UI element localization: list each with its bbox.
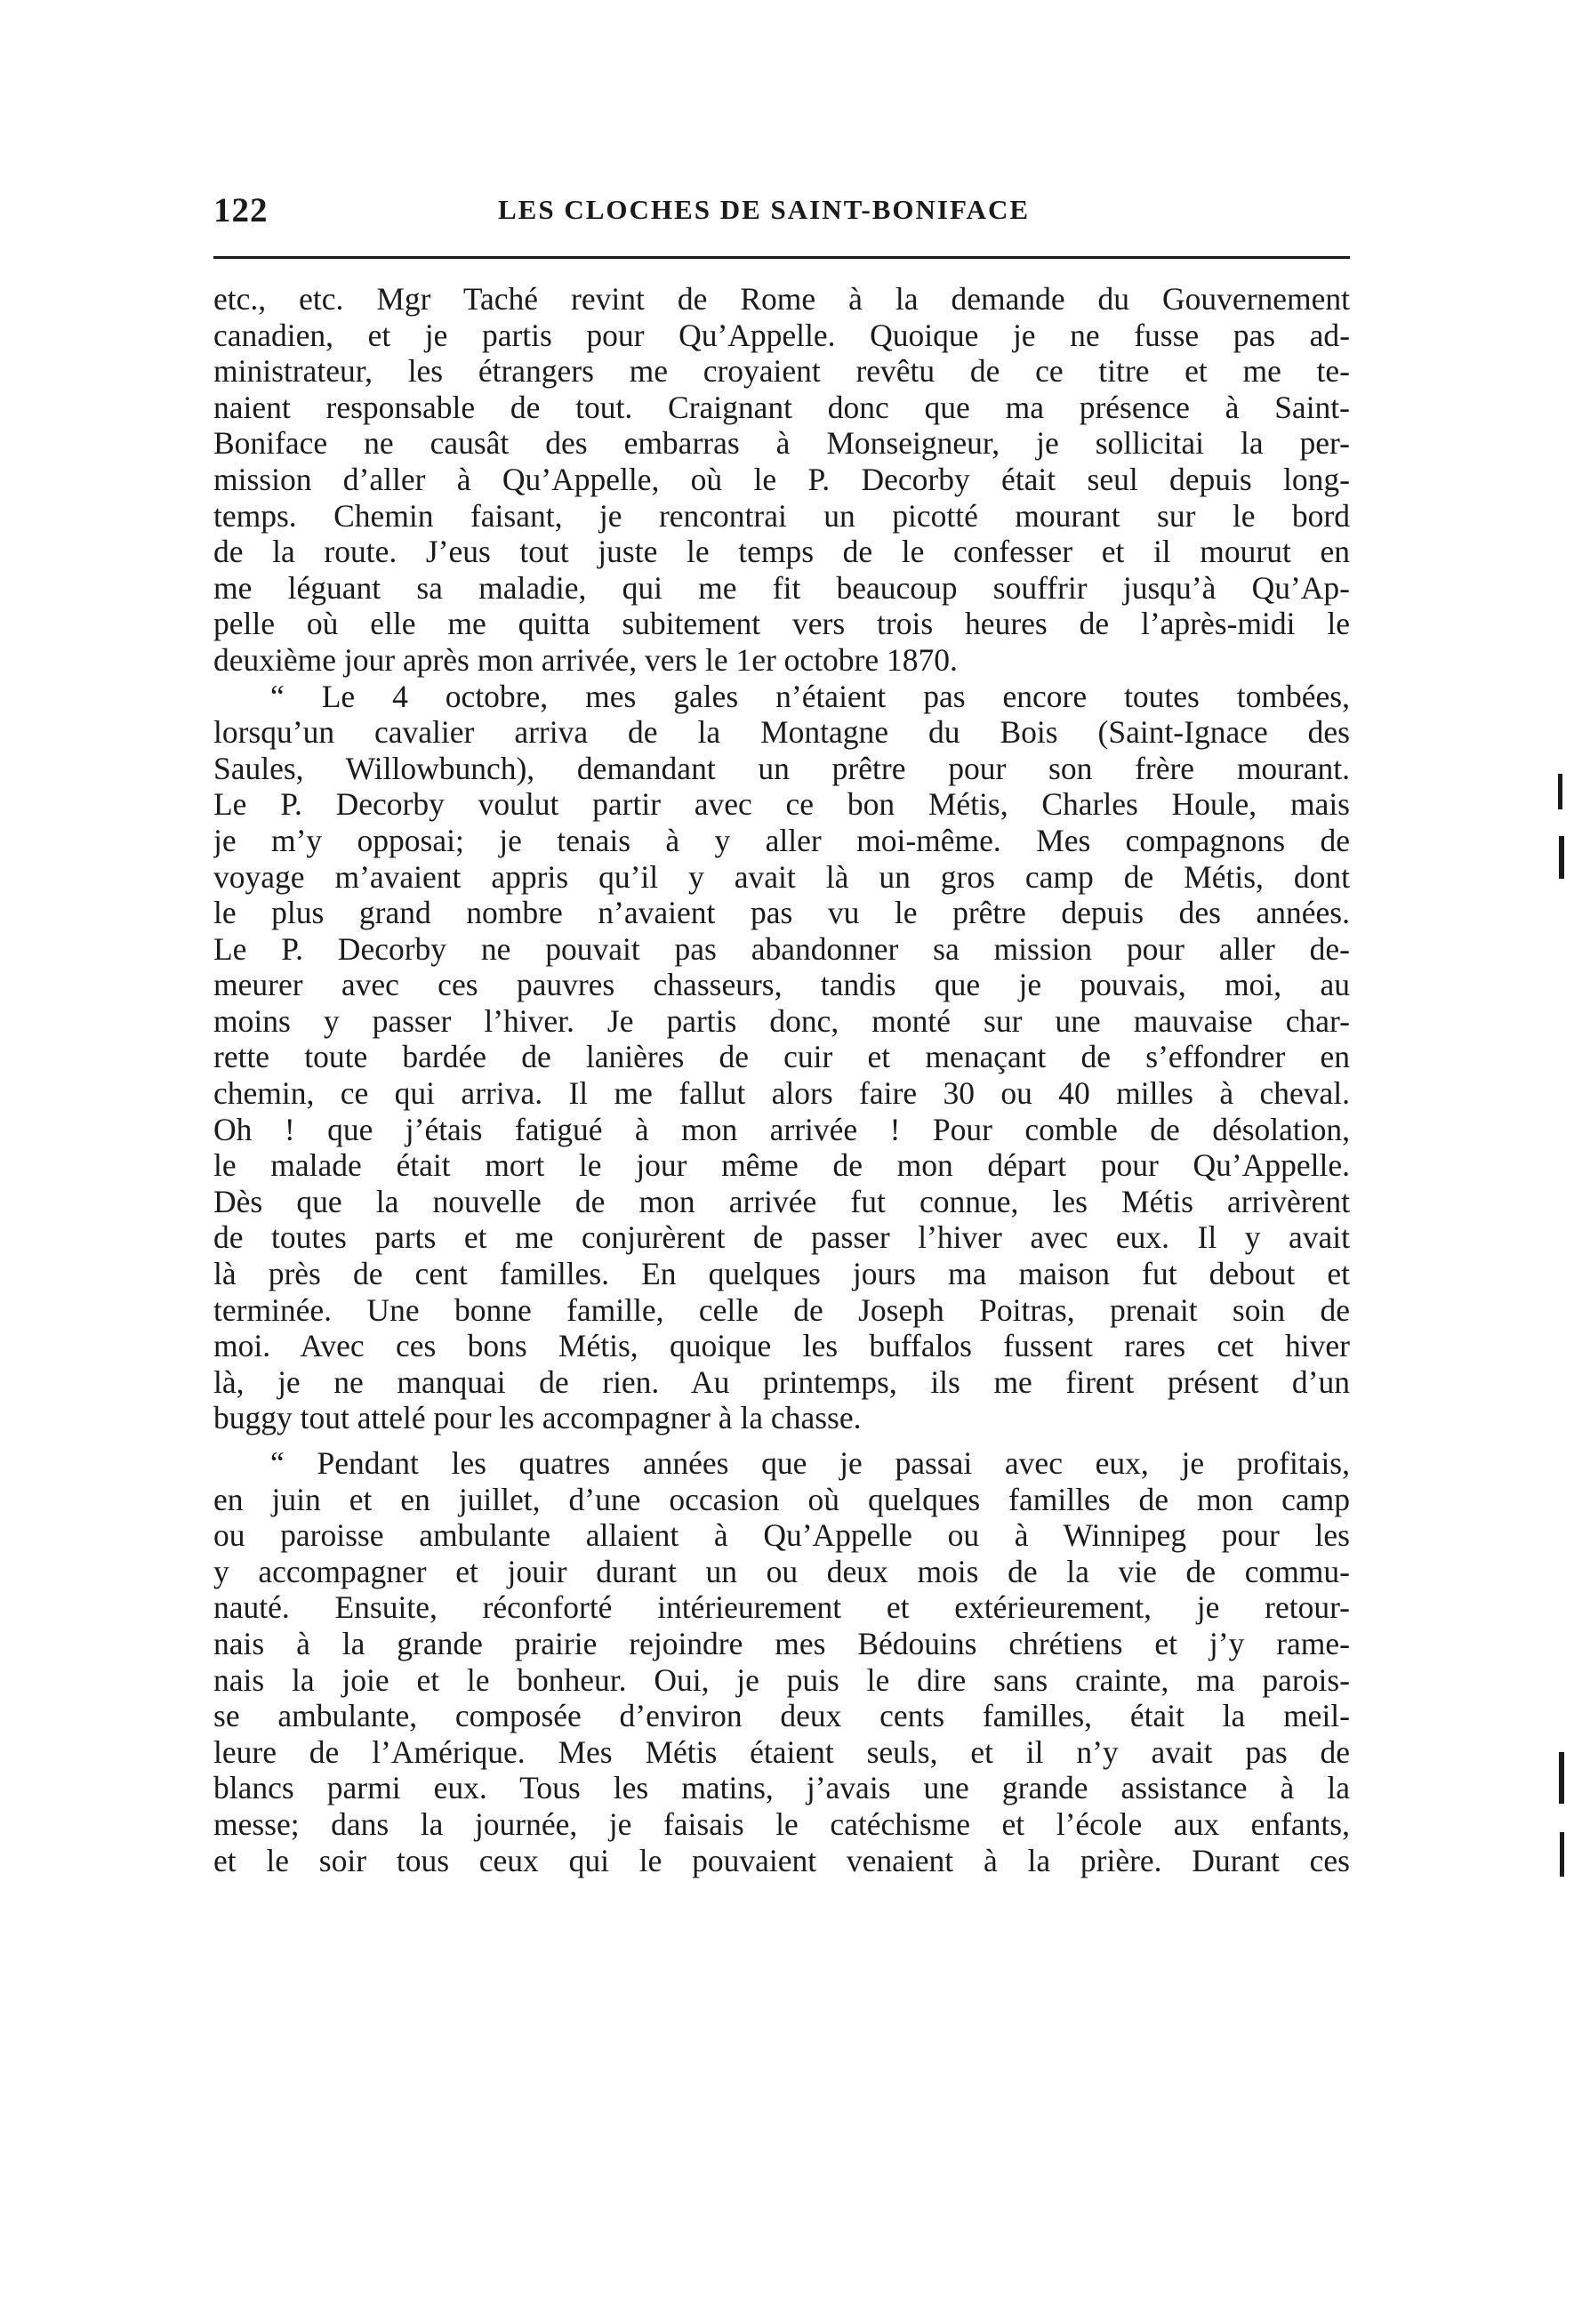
text-line: naient responsable de tout. Craignant donc que ma présence à Saint- bbox=[213, 389, 1350, 425]
text-line: ou paroisse ambulante allaient à Qu’Appelle ou à Winnipeg pour les bbox=[213, 1517, 1350, 1554]
running-head bbox=[213, 190, 1350, 235]
text-line: en juin et en juillet, d’une occasion où quelques familles de mon camp bbox=[213, 1481, 1350, 1517]
text-line: temps. Chemin faisant, je rencontrai un picotté mourant sur le bord bbox=[213, 497, 1350, 534]
body-text bbox=[213, 281, 1350, 1878]
text-line: le plus grand nombre n’avaient pas vu le prêtre depuis des années. bbox=[213, 895, 1350, 931]
text-line: deuxième jour après mon arrivée, vers le 1er octobre 1870. bbox=[213, 641, 958, 678]
text-line: Saules, Willowbunch), demandant un prêtre pour son frère mourant. bbox=[213, 750, 1350, 786]
header-rule bbox=[213, 256, 1350, 259]
text-line: je m’y opposai; je tenais à y aller moi-même. Mes compagnons de bbox=[213, 822, 1350, 858]
text-line: nais à la grande prairie rejoindre mes Bédouins chrétiens et j’y rame- bbox=[213, 1625, 1350, 1661]
text-line: Le P. Decorby voulut partir avec ce bon Métis, Charles Houle, mais bbox=[213, 786, 1350, 823]
text-line: nais la joie et le bonheur. Oui, je puis le dire sans crainte, ma parois- bbox=[213, 1661, 1350, 1698]
paragraph-2 bbox=[213, 679, 1350, 1436]
page-number: 122 bbox=[213, 191, 269, 229]
text-line: lorsqu’un cavalier arriva de la Montagne du Bois (Saint-Ignace des bbox=[213, 714, 1350, 751]
margin-mark bbox=[1559, 836, 1564, 879]
text-line: ministrateur, les étrangers me croyaient revêtu de ce titre et me te- bbox=[213, 353, 1350, 390]
text-line: et le soir tous ceux qui le pouvaient venaient à la prière. Durant ces bbox=[213, 1842, 1350, 1878]
paragraph-gap bbox=[213, 1436, 1350, 1445]
margin-mark bbox=[1560, 1832, 1564, 1877]
text-line: moi. Avec ces bons Métis, quoique les buffalos fussent rares cet hiver bbox=[213, 1328, 1350, 1364]
paragraph-3 bbox=[213, 1445, 1350, 1878]
margin-mark bbox=[1558, 774, 1562, 809]
text-line: se ambulante, composée d’environ deux cents familles, était la meil- bbox=[213, 1698, 1350, 1734]
text-line: rette toute bardée de lanières de cuir et menaçant de s’effondrer en bbox=[213, 1039, 1350, 1075]
text-line: Boniface ne causât des embarras à Monseigneur, je sollicitai la per- bbox=[213, 425, 1350, 462]
margin-mark bbox=[1559, 1752, 1564, 1804]
text-line: pelle où elle me quitta subitement vers trois heures de l’après-midi le bbox=[213, 606, 1350, 642]
text-line: moins y passer l’hiver. Je partis donc, monté sur une mauvaise char- bbox=[213, 1002, 1350, 1039]
text-line: me léguant sa maladie, qui me fit beaucoup souffrir jusqu’à Qu’Ap- bbox=[213, 569, 1350, 606]
text-line: là près de cent familles. En quelques jours ma maison fut debout et bbox=[213, 1256, 1350, 1292]
text-line: “ Pendant les quatres années que je passai avec eux, je profitais, bbox=[270, 1445, 1350, 1481]
text-line: leure de l’Amérique. Mes Métis étaient seuls, et il n’y avait pas de bbox=[213, 1733, 1350, 1770]
text-line: Dès que la nouvelle de mon arrivée fut connue, les Métis arrivèrent bbox=[213, 1183, 1350, 1219]
text-line: Le P. Decorby ne pouvait pas abandonner sa mission pour aller de- bbox=[213, 930, 1350, 967]
text-line: buggy tout attelé pour les accompagner à la chasse. bbox=[213, 1400, 862, 1436]
text-line: blancs parmi eux. Tous les matins, j’avais une grande assistance à la bbox=[213, 1770, 1350, 1806]
text-line: etc., etc. Mgr Taché revint de Rome à la demande du Gouvernement bbox=[213, 281, 1350, 317]
running-title: LES CLOCHES DE SAINT-BONIFACE bbox=[498, 194, 1031, 225]
text-line: de toutes parts et me conjurèrent de passer l’hiver avec eux. Il y avait bbox=[213, 1219, 1350, 1256]
text-line: y accompagner et jouir durant un ou deux mois de la vie de commu- bbox=[213, 1553, 1350, 1589]
text-line: voyage m’avaient appris qu’il y avait là un gros camp de Métis, dont bbox=[213, 858, 1350, 895]
text-line: Oh ! que j’étais fatigué à mon arrivée ! Pour comble de désolation, bbox=[213, 1111, 1350, 1147]
text-line: terminée. Une bonne famille, celle de Joseph Poitras, prenait soin de bbox=[213, 1291, 1350, 1328]
text-line: là, je ne manquai de rien. Au printemps, ils me firent présent d’un bbox=[213, 1363, 1350, 1400]
text-line: “ Le 4 octobre, mes gales n’étaient pas encore toutes tombées, bbox=[270, 678, 1350, 714]
text-line: le malade était mort le jour même de mon départ pour Qu’Appelle. bbox=[213, 1147, 1350, 1184]
paragraph-1 bbox=[213, 281, 1350, 679]
text-line: mission d’aller à Qu’Appelle, où le P. Decorby était seul depuis long- bbox=[213, 461, 1350, 497]
text-line: nauté. Ensuite, réconforté intérieurement et extérieurement, je retour- bbox=[213, 1589, 1350, 1626]
text-line: meurer avec ces pauvres chasseurs, tandis que je pouvais, moi, au bbox=[213, 967, 1350, 1003]
text-line: messe; dans la journée, je faisais le catéchisme et l’école aux enfants, bbox=[213, 1805, 1350, 1842]
text-line: canadien, et je partis pour Qu’Appelle. Quoique je ne fusse pas ad- bbox=[213, 317, 1350, 353]
text-line: chemin, ce qui arriva. Il me fallut alors faire 30 ou 40 milles à cheval. bbox=[213, 1075, 1350, 1112]
text-line: de la route. J’eus tout juste le temps de le confesser et il mourut en bbox=[213, 534, 1350, 570]
